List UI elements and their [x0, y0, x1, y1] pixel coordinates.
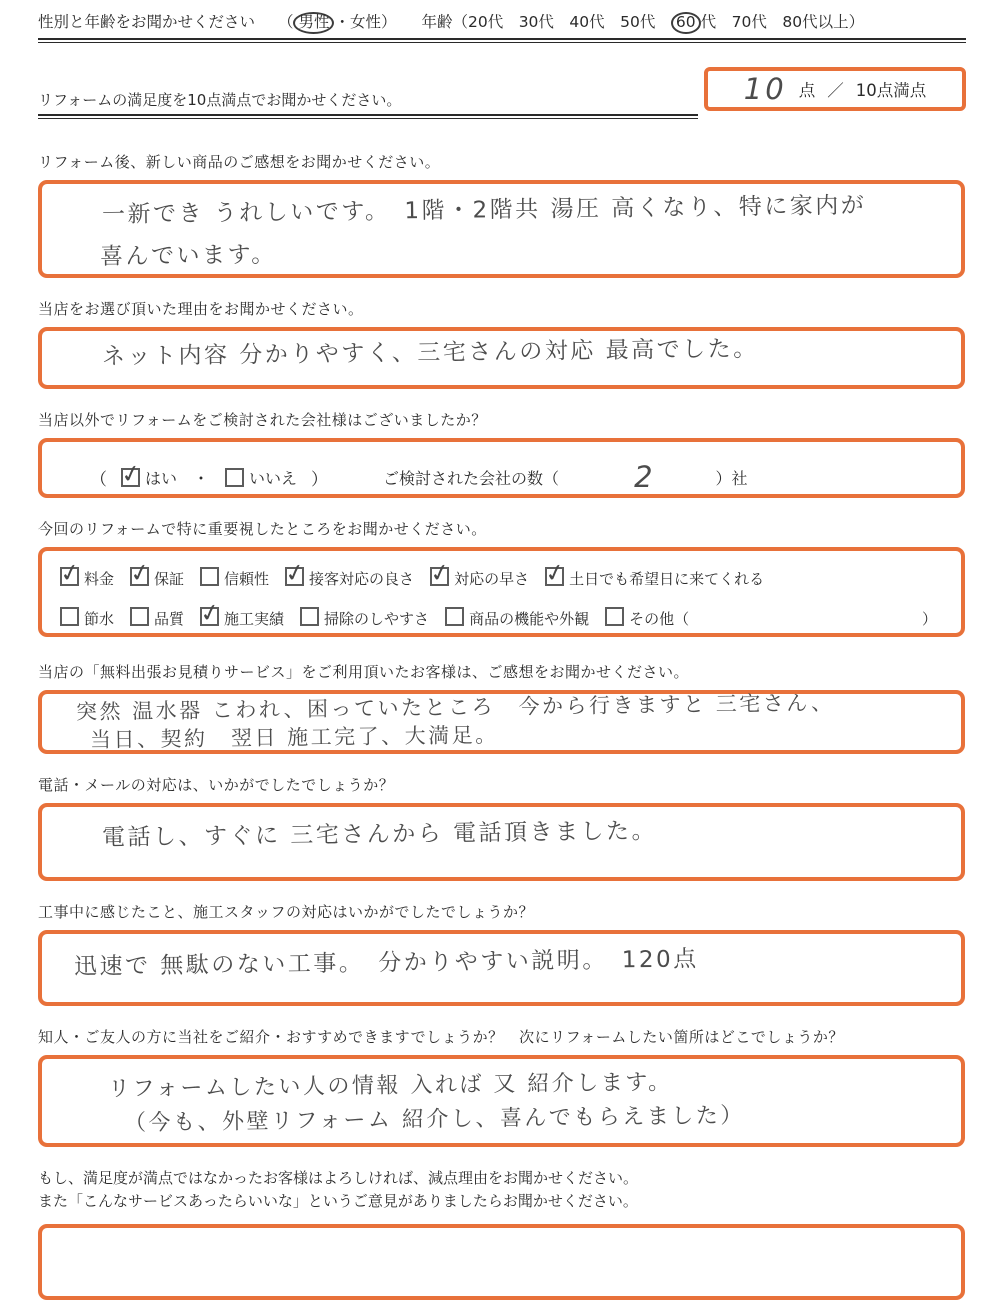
checkbox — [130, 567, 149, 586]
other-companies-line — [60, 452, 943, 494]
checkbox — [200, 567, 219, 586]
option-separator: ・ — [193, 468, 210, 488]
age-unit: 代 — [700, 13, 717, 31]
checkbox-label: 品質 — [154, 610, 185, 629]
deduction-answer-box — [38, 1224, 965, 1300]
checkbox-label: 商品の機能や外観 — [469, 610, 590, 629]
no-label: いいえ — [249, 468, 298, 488]
construction-answer-box — [38, 930, 965, 1006]
importance-item — [285, 567, 414, 589]
importance-row-1 — [60, 567, 943, 589]
checkbox-label: 施工実績 — [224, 610, 285, 629]
handwritten-line: 喜んでいます。 — [99, 241, 277, 270]
handwritten-line: 一新でき うれしいです。 1階・2階共 湯圧 高くなり、特に家内が — [101, 192, 867, 229]
handwritten-line: ネット内容 分かりやすく、三宅さんの対応 最高でした。 — [101, 336, 759, 371]
handwritten-line: 迅速で 無駄のない工事。 分かりやすい説明。 120点 — [73, 946, 699, 981]
deduction-question-line-2: また「こんなサービスあったらいいな」というご意見がありましたらお聞かせください。 — [38, 1192, 638, 1211]
checkbox — [445, 607, 464, 626]
checkbox-label: 信頼性 — [224, 570, 270, 589]
importance-item — [130, 567, 184, 589]
importance-item — [605, 607, 689, 629]
impression-answer-box — [38, 180, 965, 278]
reason-question: 当店をお選び頂いた理由をお聞かせください。 — [38, 300, 364, 319]
age-options-suffix: 70代 80代以上） — [716, 13, 865, 31]
phone-question: 電話・メールの対応は、いかがでしたでしょうか？ — [38, 776, 395, 795]
company-count-label: ご検討された会社の数（ — [383, 468, 560, 488]
impression-question: リフォーム後、新しい商品のご感想をお聞かせください。 — [38, 153, 441, 172]
importance-row-2 — [60, 607, 943, 629]
checkbox — [200, 607, 219, 626]
checkbox-label: 掃除のしやすさ — [324, 610, 430, 629]
checkbox — [545, 567, 564, 586]
importance-item — [130, 607, 184, 629]
importance-answer-box — [38, 547, 965, 637]
checkbox-label: 料金 — [84, 570, 115, 589]
checkbox — [430, 567, 449, 586]
checkbox — [605, 607, 624, 626]
checkbox-label: 土日でも希望日に来てくれる — [569, 570, 765, 589]
gender-paren-open: （ — [277, 13, 294, 31]
referral-answer-box — [38, 1055, 965, 1147]
handwritten-line: リフォームしたい人の情報 入れば 又 紹介します。 — [107, 1070, 673, 1103]
checkbox — [285, 567, 304, 586]
construction-question: 工事中に感じたこと、施工スタッフの対応はいかがでしたでしょうか？ — [38, 903, 535, 922]
deduction-question — [38, 1167, 966, 1214]
gender-paren-close: ） — [381, 13, 397, 31]
importance-item — [430, 567, 529, 589]
deduction-question-line-1: もし、満足度が満点ではなかったお客様はよろしければ、減点理由をお聞かせください。 — [38, 1169, 639, 1188]
checkbox-label: その他（ — [629, 610, 690, 629]
age-60-circled: 60 — [671, 12, 701, 34]
gender-separator: ・ — [334, 13, 350, 31]
estimate-answer-box — [38, 690, 965, 754]
female-option: 女性 — [350, 13, 382, 31]
score-unit: 点 — [798, 81, 816, 101]
importance-item — [60, 607, 114, 629]
checkbox-no — [225, 468, 244, 487]
checkbox — [300, 607, 319, 626]
importance-item — [200, 567, 269, 589]
referral-question: 知人・ご友人の方に当社をご紹介・おすすめできますでしょうか？ 次にリフォームしたい箇所はどこでしょうか？ — [38, 1028, 844, 1047]
phone-answer-box — [38, 803, 965, 881]
company-count-suffix: ）社 — [715, 468, 748, 488]
checkbox — [130, 607, 149, 626]
importance-item — [200, 607, 284, 629]
checkbox-label: 節水 — [84, 610, 115, 629]
importance-item — [445, 607, 589, 629]
checkbox-label: 対応の早さ — [454, 570, 530, 589]
satisfaction-score-box — [704, 67, 966, 111]
handwritten-line: 当日、契約 翌日 施工完了、大満足。 — [89, 723, 499, 753]
checkbox-label: 保証 — [154, 570, 185, 589]
question-satisfaction — [38, 73, 966, 125]
divider-double-line — [38, 38, 966, 43]
checkbox-yes — [121, 468, 140, 487]
handwritten-score-value: 10 — [743, 72, 787, 107]
checkbox — [60, 607, 79, 626]
other-companies-answer-box — [38, 438, 965, 498]
paren-close: ） — [311, 469, 329, 490]
score-max-label: 10点満点 — [855, 81, 927, 101]
satisfaction-question: リフォームの満足度を10点満点でお聞かせください。 — [38, 91, 402, 110]
checkbox — [60, 567, 79, 586]
other-companies-question: 当店以外でリフォームをご検討された会社様はございましたか？ — [38, 411, 487, 430]
importance-item — [60, 567, 114, 589]
estimate-question: 当店の「無料出張お見積りサービス」をご利用頂いたお客様は、ご感想をお聞かせください。 — [38, 663, 690, 682]
age-options-prefix: 年齢（20代 30代 40代 50代 — [421, 13, 671, 31]
importance-item — [300, 607, 429, 629]
other-paren-close: ） — [921, 609, 937, 628]
handwritten-company-count: 2 — [634, 460, 656, 495]
male-option-circled: 男性 — [293, 12, 334, 34]
handwritten-line: 突然 温水器 こわれ、困っていたところ 今から行きますと 三宅さん、 — [75, 690, 835, 725]
reason-answer-box — [38, 327, 965, 389]
handwritten-line: 電話し、すぐに 三宅さんから 電話頂きました。 — [101, 818, 658, 852]
score-slash: ／ — [827, 81, 844, 101]
paren-open: （ — [90, 469, 107, 490]
handwritten-line: （今も、外壁リフォーム 紹介し、喜んでもらえました） — [123, 1103, 746, 1137]
gender-age-question: 性別と年齢をお聞かせください — [38, 13, 256, 31]
question-gender-age — [38, 10, 966, 34]
importance-question: 今回のリフォームで特に重要視したところをお聞かせください。 — [38, 520, 487, 539]
divider-double-line — [38, 114, 698, 119]
checkbox-label: 接客対応の良さ — [309, 570, 415, 589]
importance-item — [545, 567, 764, 589]
yes-label: はい — [145, 468, 178, 488]
